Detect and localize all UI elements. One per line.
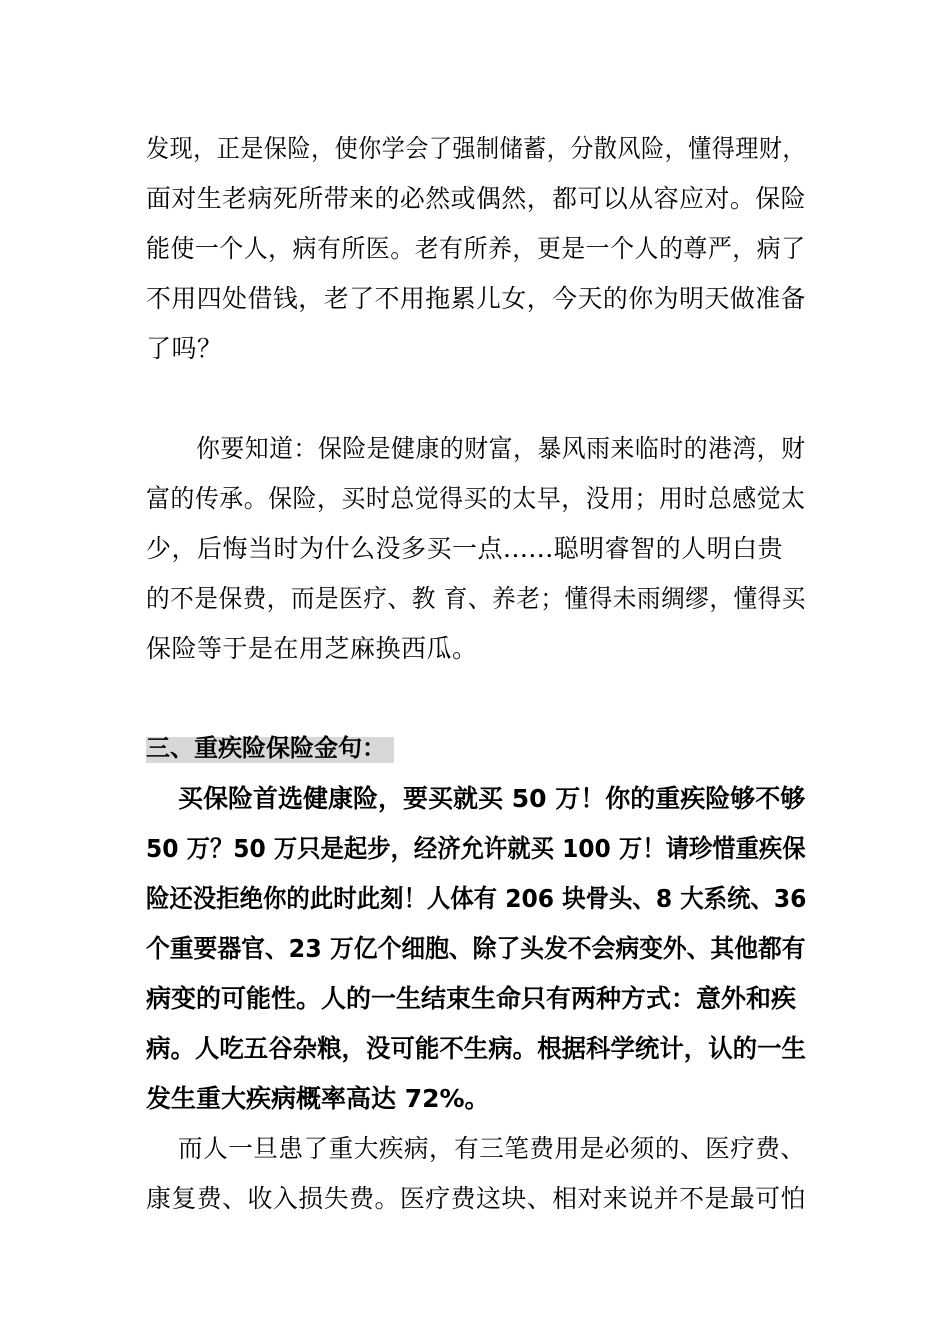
paragraph-1-line-5: 了吗？ <box>146 334 223 363</box>
normal-line-1: 而人一旦患了重大疾病，有三笔费用是必须的、医疗费、 <box>178 1134 806 1163</box>
paragraph-2-line-1: 你要知道：保险是健康的财富，暴风雨来临时的港湾，财 <box>196 434 806 463</box>
bold-line-1: 买保险首选健康险，要买就买 50 万！你的重疾险够不够 <box>178 784 806 813</box>
bold-line-5: 病变的可能性。人的一生结束生命只有两种方式：意外和疾 <box>146 984 797 1013</box>
paragraph-2-line-4: 的不是保费，而是医疗、教 育、养老；懂得未雨绸缪，懂得买 <box>146 584 806 613</box>
paragraph-1-line-1: 发现，正是保险，使你学会了强制储蓄，分散风险，懂得理财， <box>146 134 807 163</box>
normal-line-2: 康复费、收入损失费。医疗费这块、相对来说并不是最可怕 <box>146 1184 807 1213</box>
paragraph-2-line-3: 少，后悔当时为什么没多买一点......聪明睿智的人明白贵 <box>146 534 784 563</box>
paragraph-2-line-2: 富的传承。保险，买时总觉得买的太早，没用；用时总感觉太 <box>146 484 806 513</box>
bold-line-3: 险还没拒绝你的此时此刻！人体有 206 块骨头、8 大系统、36 <box>146 884 807 913</box>
bold-line-6: 病。人吃五谷杂粮，没可能不生病。根据科学统计，认的一生 <box>146 1034 807 1063</box>
bold-line-2: 50 万？50 万只是起步，经济允许就买 100 万！请珍惜重疾保 <box>146 834 806 863</box>
paragraph-2-line-5: 保险等于是在用芝麻换西瓜。 <box>146 634 478 663</box>
paragraph-1-line-2: 面对生老病死所带来的必然或偶然，都可以从容应对。保险 <box>146 184 807 213</box>
bold-line-4: 个重要器官、23 万亿个细胞、除了头发不会病变外、其他都有 <box>146 934 806 963</box>
bold-line-7: 发生重大疾病概率高达 72%。 <box>146 1084 490 1113</box>
section-heading: 三、重疾险保险金句： <box>146 734 386 762</box>
paragraph-1-line-4: 不用四处借钱，老了不用拖累儿女，今天的你为明天做准备 <box>146 284 807 313</box>
paragraph-1-line-3: 能使一个人，病有所医。老有所养，更是一个人的尊严，病了 <box>146 234 806 263</box>
